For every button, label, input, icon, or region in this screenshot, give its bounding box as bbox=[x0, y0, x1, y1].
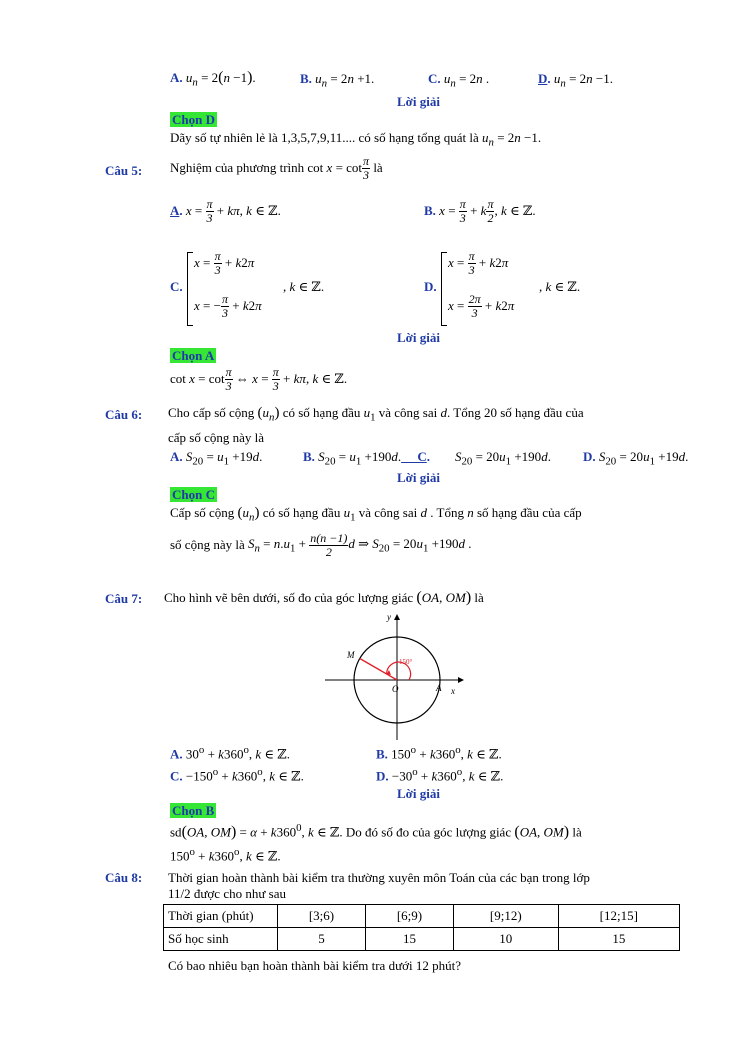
q6-explanation-line2: số cộng này là $S_n = n.u_1$ + $\frac{n(n -1)}{2}$ d ⇒ $S_{20} = 20u_1 +190d$ . bbox=[170, 531, 472, 559]
q5-question: Nghiệm của phương trình cot x = cot $\frac{\pi}{3}$ là bbox=[170, 154, 383, 182]
q4-option-b: B. $u_n = 2n +1$. bbox=[300, 71, 375, 90]
q6-option-a: A. $S_{20} = u_1 +19d$. bbox=[170, 449, 263, 468]
q7-option-c: C. $-150^o + k360^o$, k ∈ ℤ. bbox=[170, 766, 304, 784]
q5-option-d-line1: x = $\frac{\pi}{3}$ + k2π bbox=[448, 249, 509, 277]
q7-solution-heading: Lời giải bbox=[397, 786, 440, 801]
y-label: y bbox=[387, 612, 391, 622]
table-cell: [3;6) bbox=[278, 905, 366, 928]
q6-option-d: D. $S_{20} = 20u_1 +19d$. bbox=[583, 449, 689, 468]
q4-option-d: D. $u_n = 2n -1$. bbox=[538, 71, 613, 90]
q7-option-a: A. $30^o + k360^o$, k ∈ ℤ. bbox=[170, 744, 291, 762]
table-cell: 15 bbox=[365, 928, 453, 951]
table-cell: [9;12) bbox=[453, 905, 558, 928]
q7-option-b: B. $150^o + k360^o$, k ∈ ℤ. bbox=[376, 744, 502, 762]
q5-option-c-letter: C. bbox=[170, 279, 183, 294]
q7-explanation-line2: $150^o + k360^o$, k ∈ ℤ. bbox=[170, 846, 281, 864]
q7-explanation-line1: sd(OA, $OM) = \alpha + k360^0$, k ∈ ℤ. Do đó số đo của góc lượng giác (OA, OM) là bbox=[170, 822, 582, 841]
table-cell: [12;15] bbox=[558, 905, 679, 928]
q5-option-c-bracket bbox=[187, 252, 193, 326]
q6-answer: Chọn C bbox=[172, 487, 215, 502]
q5-option-d-bracket bbox=[441, 252, 447, 326]
table-cell: Số học sinh bbox=[164, 928, 278, 951]
q6-solution-heading: Lời giải bbox=[397, 470, 440, 485]
q4-option-c: C. $u_n = 2n$ . bbox=[428, 71, 490, 90]
point-m-label: M bbox=[347, 650, 355, 660]
q5-explanation: cot x = cot $\frac{\pi}{3}$ ⇔ x = $\frac{\pi}{3}$ + kπ, k ∈ ℤ. bbox=[170, 365, 348, 393]
q4-option-a: A. $u_n = 2(n -1)$. bbox=[170, 69, 256, 89]
q8-table bbox=[163, 904, 680, 951]
q6-explanation-line1: Cấp số cộng $(u_n)$ có số hạng đầu $u_1$ và công sai d . Tổng n số hạng đầu của cấp bbox=[170, 505, 582, 524]
table-cell: 10 bbox=[453, 928, 558, 951]
q6-question-line1: Cho cấp số cộng $(u_n)$ có số hạng đầu $u_1$ và công sai d. Tổng 20 số hạng đầu của bbox=[168, 405, 584, 424]
point-a-label: A bbox=[436, 683, 442, 693]
q8-label: Câu 8: bbox=[105, 870, 143, 885]
origin-label: O bbox=[392, 684, 399, 694]
q5-option-c-tail: , k ∈ ℤ. bbox=[283, 279, 325, 294]
q6-label: Câu 6: bbox=[105, 407, 143, 422]
q8-question-after: Có bao nhiêu bạn hoàn thành bài kiểm tra dưới 12 phút? bbox=[168, 958, 461, 973]
y-axis-arrow-icon bbox=[394, 614, 400, 620]
q5-option-d-letter: D. bbox=[424, 279, 437, 294]
q4-explanation: Dãy số tự nhiên lẻ là 1,3,5,7,9,11.... có số hạng tổng quát là $u_n = 2n -1$. bbox=[170, 130, 542, 149]
q7-option-d: D. $-30^o + k360^o$, k ∈ ℤ. bbox=[376, 766, 504, 784]
q7-label: Câu 7: bbox=[105, 591, 143, 606]
q5-option-d-tail: , k ∈ ℤ. bbox=[539, 279, 581, 294]
q5-option-c-line1: x = $\frac{\pi}{3}$ + k2π bbox=[194, 249, 255, 277]
q5-option-a: A. x = $\frac{\pi}{3}$ + kπ, k ∈ ℤ. bbox=[170, 197, 281, 225]
q6-option-c: $S_{20} = 20u_1 +190d$. bbox=[455, 449, 551, 468]
q4-solution-heading: Lời giải bbox=[397, 94, 440, 109]
table-cell: 5 bbox=[278, 928, 366, 951]
q5-option-d-line2: x = $\frac{2\pi}{3}$ + k2π bbox=[448, 292, 515, 320]
q7-figure bbox=[320, 610, 470, 740]
q6-question-line2: cấp số cộng này là bbox=[168, 430, 265, 445]
q4-answer: Chọn D bbox=[172, 112, 215, 127]
x-label: x bbox=[451, 686, 455, 696]
table-row bbox=[164, 928, 680, 951]
q7-question: Cho hình vẽ bên dưới, số đo của góc lượng giác (OA, OM) là bbox=[164, 589, 484, 606]
q5-answer: Chọn A bbox=[172, 348, 215, 363]
table-cell: 15 bbox=[558, 928, 679, 951]
table-cell: Thời gian (phút) bbox=[164, 905, 278, 928]
q8-question-line2: 11/2 được cho như sau bbox=[168, 886, 286, 901]
angle-label: 150° bbox=[399, 658, 413, 666]
om-ray bbox=[360, 659, 397, 681]
q8-question-line1: Thời gian hoàn thành bài kiểm tra thường xuyên môn Toán của các bạn trong lớp bbox=[168, 870, 590, 885]
x-axis-arrow-icon bbox=[458, 677, 464, 683]
q5-option-c-line2: x = − $\frac{\pi}{3}$ + k2π bbox=[194, 292, 262, 320]
q6-option-b: B. $S_{20} = u_1 +190d$. C. bbox=[303, 449, 430, 468]
q5-label: Câu 5: bbox=[105, 163, 143, 178]
q5-solution-heading: Lời giải bbox=[397, 330, 440, 345]
q7-answer: Chọn B bbox=[172, 803, 215, 818]
q5-option-b: B. x = $\frac{\pi}{3}$ + k $\frac{\pi}{2}$ , k ∈ ℤ. bbox=[424, 197, 536, 225]
table-cell: [6;9) bbox=[365, 905, 453, 928]
table-row bbox=[164, 905, 680, 928]
